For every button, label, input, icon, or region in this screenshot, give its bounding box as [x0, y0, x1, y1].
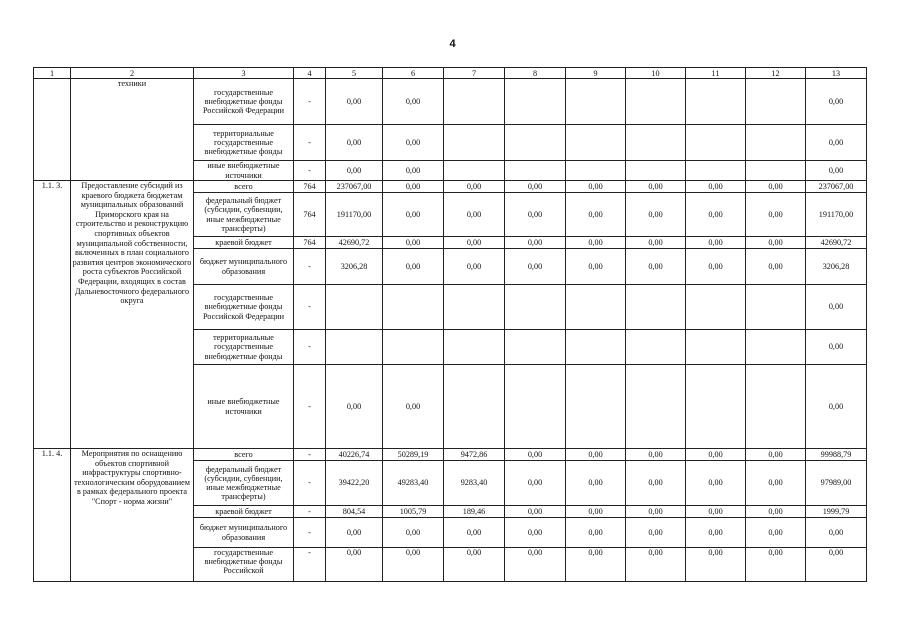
cell: - — [294, 548, 326, 582]
cell — [746, 161, 806, 181]
cell — [326, 330, 383, 365]
cell: - — [294, 125, 326, 161]
cell: 40226,74 — [326, 449, 383, 461]
cell — [505, 365, 566, 449]
cell: 0,00 — [383, 79, 444, 125]
funding-source: бюджет муниципального образования — [194, 249, 294, 285]
cell — [505, 330, 566, 365]
cell — [505, 79, 566, 125]
cell: 0,00 — [444, 181, 505, 193]
cell: 764 — [294, 237, 326, 249]
cell: - — [294, 449, 326, 461]
cell: 0,00 — [444, 237, 505, 249]
cell: 0,00 — [326, 161, 383, 181]
cell: 0,00 — [444, 518, 505, 548]
cell: 0,00 — [686, 518, 746, 548]
cell: 39422,20 — [326, 461, 383, 506]
cell: 237067,00 — [326, 181, 383, 193]
cell — [746, 330, 806, 365]
item-description: техники — [71, 79, 194, 181]
cell — [505, 125, 566, 161]
column-header: 5 — [326, 68, 383, 79]
cell: 0,00 — [686, 449, 746, 461]
cell — [626, 79, 686, 125]
cell — [444, 125, 505, 161]
cell: 0,00 — [383, 181, 444, 193]
cell — [626, 365, 686, 449]
cell: 3206,28 — [806, 249, 867, 285]
cell — [505, 161, 566, 181]
cell: 804,54 — [326, 506, 383, 518]
cell: 191170,00 — [326, 193, 383, 237]
funding-source: государственные внебюджетные фонды Российской Федерации — [194, 79, 294, 125]
cell: 42690,72 — [326, 237, 383, 249]
cell — [444, 365, 505, 449]
cell: 0,00 — [505, 548, 566, 582]
cell — [626, 125, 686, 161]
cell: 1005,79 — [383, 506, 444, 518]
funding-source: иные внебюджетные источники — [194, 365, 294, 449]
cell: 0,00 — [746, 506, 806, 518]
cell: 0,00 — [806, 285, 867, 330]
cell: 0,00 — [686, 181, 746, 193]
cell: 49283,40 — [383, 461, 444, 506]
funding-source: всего — [194, 449, 294, 461]
cell — [746, 79, 806, 125]
funding-source: бюджет муниципального образования — [194, 518, 294, 548]
column-header: 12 — [746, 68, 806, 79]
cell: 0,00 — [626, 181, 686, 193]
cell: 0,00 — [626, 548, 686, 582]
cell: 0,00 — [806, 330, 867, 365]
cell: 0,00 — [505, 249, 566, 285]
funding-source: иные внебюджетные источники — [194, 161, 294, 181]
column-header: 4 — [294, 68, 326, 79]
cell — [383, 285, 444, 330]
cell — [444, 161, 505, 181]
funding-source: краевой бюджет — [194, 237, 294, 249]
cell: 0,00 — [686, 193, 746, 237]
cell — [686, 161, 746, 181]
column-header: 6 — [383, 68, 444, 79]
cell: 0,00 — [746, 518, 806, 548]
cell: - — [294, 518, 326, 548]
cell — [686, 330, 746, 365]
cell — [566, 79, 626, 125]
cell: - — [294, 461, 326, 506]
funding-source: всего — [194, 181, 294, 193]
cell: 9472,86 — [444, 449, 505, 461]
cell: - — [294, 161, 326, 181]
funding-source: территориальные государственные внебюджетные фонды — [194, 330, 294, 365]
item-description: Предоставление субсидий из краевого бюджета бюджетам муниципальных образований Приморского края на строительство и реконструкцию спортивных объектов муниципальной собственности, включенных в план социального развития центров экономического роста субъектов Российской Федерации, входящих в состав Дальневосточного федерального округа — [71, 181, 194, 449]
table-row — [34, 79, 867, 125]
cell — [566, 125, 626, 161]
item-number — [34, 79, 71, 181]
cell: 764 — [294, 193, 326, 237]
cell: 0,00 — [566, 461, 626, 506]
cell: 0,00 — [566, 181, 626, 193]
cell — [686, 285, 746, 330]
cell: 9283,40 — [444, 461, 505, 506]
cell: 0,00 — [566, 506, 626, 518]
cell: 0,00 — [566, 193, 626, 237]
column-header: 7 — [444, 68, 505, 79]
cell: 0,00 — [626, 461, 686, 506]
cell — [686, 365, 746, 449]
cell: 0,00 — [383, 237, 444, 249]
cell — [566, 285, 626, 330]
cell: 0,00 — [806, 548, 867, 582]
cell: 0,00 — [505, 181, 566, 193]
cell: - — [294, 79, 326, 125]
cell — [505, 285, 566, 330]
cell: 0,00 — [444, 193, 505, 237]
cell: 0,00 — [505, 518, 566, 548]
cell: 0,00 — [383, 548, 444, 582]
cell: 0,00 — [746, 237, 806, 249]
cell — [444, 285, 505, 330]
column-number-row — [34, 68, 867, 79]
cell: 0,00 — [326, 79, 383, 125]
cell: 764 — [294, 181, 326, 193]
cell: 0,00 — [746, 249, 806, 285]
cell — [746, 365, 806, 449]
item-number: 1.1. 4. — [34, 449, 71, 582]
cell — [626, 285, 686, 330]
cell: 0,00 — [566, 449, 626, 461]
column-header: 13 — [806, 68, 867, 79]
funding-source: государственные внебюджетные фонды Российской — [194, 548, 294, 582]
cell: 0,00 — [686, 548, 746, 582]
cell — [626, 161, 686, 181]
cell: 0,00 — [566, 518, 626, 548]
funding-source: федеральный бюджет (субсидии, субвенции, иные межбюджетные трансферты) — [194, 193, 294, 237]
cell: 0,00 — [626, 193, 686, 237]
table-row — [34, 449, 867, 461]
column-header: 9 — [566, 68, 626, 79]
cell: 0,00 — [383, 249, 444, 285]
page-number: 4 — [449, 38, 456, 50]
cell — [326, 285, 383, 330]
cell: 0,00 — [746, 548, 806, 582]
cell: - — [294, 249, 326, 285]
cell: 189,46 — [444, 506, 505, 518]
cell: 0,00 — [806, 161, 867, 181]
cell — [444, 79, 505, 125]
column-header: 3 — [194, 68, 294, 79]
cell — [746, 285, 806, 330]
column-header: 8 — [505, 68, 566, 79]
cell: 0,00 — [444, 249, 505, 285]
cell: 0,00 — [566, 237, 626, 249]
cell: 0,00 — [505, 506, 566, 518]
column-header: 11 — [686, 68, 746, 79]
cell — [383, 330, 444, 365]
cell: 97989,00 — [806, 461, 867, 506]
cell: 0,00 — [383, 193, 444, 237]
cell: 0,00 — [746, 181, 806, 193]
cell: 0,00 — [806, 79, 867, 125]
cell: 0,00 — [686, 237, 746, 249]
funding-source: федеральный бюджет (субсидии, субвенции, иные межбюджетные трансферты) — [194, 461, 294, 506]
cell: 237067,00 — [806, 181, 867, 193]
cell: 1999,79 — [806, 506, 867, 518]
cell: 0,00 — [505, 449, 566, 461]
cell: 0,00 — [505, 193, 566, 237]
cell: 0,00 — [326, 125, 383, 161]
cell: 0,00 — [383, 161, 444, 181]
cell: 0,00 — [383, 365, 444, 449]
cell: 0,00 — [686, 249, 746, 285]
cell: 0,00 — [626, 506, 686, 518]
cell: 0,00 — [626, 237, 686, 249]
cell: 0,00 — [505, 461, 566, 506]
cell: 0,00 — [806, 125, 867, 161]
cell: 0,00 — [326, 365, 383, 449]
cell — [686, 79, 746, 125]
cell: - — [294, 285, 326, 330]
cell: 0,00 — [626, 518, 686, 548]
cell: 0,00 — [686, 506, 746, 518]
funding-source: краевой бюджет — [194, 506, 294, 518]
column-header: 2 — [71, 68, 194, 79]
cell — [566, 330, 626, 365]
column-header: 1 — [34, 68, 71, 79]
cell: 0,00 — [566, 249, 626, 285]
cell — [626, 330, 686, 365]
cell: 0,00 — [566, 548, 626, 582]
cell: 0,00 — [806, 365, 867, 449]
cell: 0,00 — [626, 249, 686, 285]
cell: 0,00 — [746, 193, 806, 237]
cell: 99988,79 — [806, 449, 867, 461]
column-header: 10 — [626, 68, 686, 79]
cell — [746, 125, 806, 161]
cell — [566, 365, 626, 449]
cell: 3206,28 — [326, 249, 383, 285]
cell: 0,00 — [746, 449, 806, 461]
cell: - — [294, 365, 326, 449]
cell: 0,00 — [505, 237, 566, 249]
cell: 191170,00 — [806, 193, 867, 237]
cell: - — [294, 330, 326, 365]
item-number: 1.1. 3. — [34, 181, 71, 449]
budget-table — [33, 67, 867, 582]
cell: 0,00 — [746, 461, 806, 506]
cell: 0,00 — [626, 449, 686, 461]
cell: 0,00 — [326, 548, 383, 582]
funding-source: государственные внебюджетные фонды Российской Федерации — [194, 285, 294, 330]
cell: - — [294, 506, 326, 518]
table-row — [34, 181, 867, 193]
cell: 42690,72 — [806, 237, 867, 249]
cell: 0,00 — [686, 461, 746, 506]
cell: 0,00 — [806, 518, 867, 548]
cell: 0,00 — [383, 125, 444, 161]
cell: 50289,19 — [383, 449, 444, 461]
item-description: Мероприятия по оснащению объектов спортивной инфраструктуры спортивно-технологическим оборудованием в рамках федерального проекта "Спорт - норма жизни" — [71, 449, 194, 582]
funding-source: территориальные государственные внебюджетные фонды — [194, 125, 294, 161]
cell — [686, 125, 746, 161]
cell: 0,00 — [326, 518, 383, 548]
cell — [566, 161, 626, 181]
cell: 0,00 — [383, 518, 444, 548]
cell — [444, 330, 505, 365]
cell: 0,00 — [444, 548, 505, 582]
